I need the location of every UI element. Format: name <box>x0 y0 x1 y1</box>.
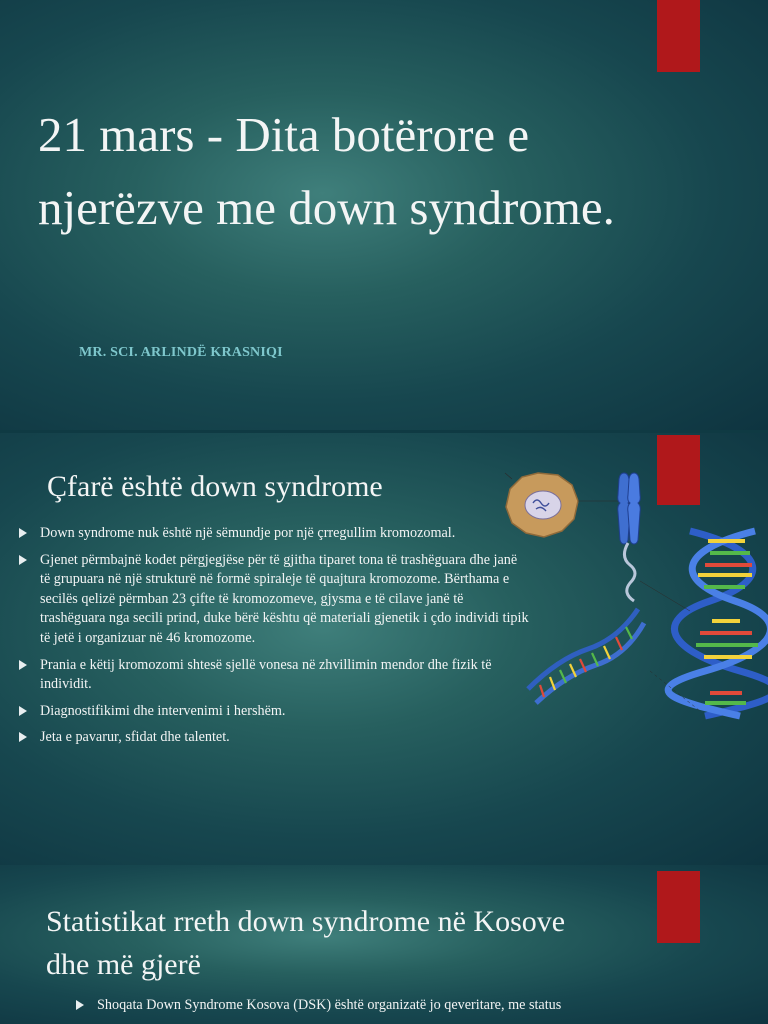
bullet-text: Diagnostifikimi dhe intervenimi i hershëm. <box>40 702 286 719</box>
bullet-text: Prania e këtij kromozomi shtesë sjellë vonesa në zhvillimin mendor dhe fizik të individit. <box>40 656 492 693</box>
title-slide <box>0 0 768 430</box>
bullet-arrow-icon <box>19 660 27 670</box>
double-helix-icon <box>668 531 768 716</box>
list-item <box>76 996 656 1016</box>
bullet-text: Shoqata Down Syndrome Kosova (DSK) është organizatë jo qeveritare, me status <box>97 997 562 1013</box>
bullet-list <box>19 524 529 755</box>
cell-icon <box>506 473 578 537</box>
bullet-arrow-icon <box>19 706 27 716</box>
bullet-arrow-icon <box>76 1000 84 1010</box>
bullet-arrow-icon <box>19 732 27 742</box>
dna-strand-icon <box>528 609 644 703</box>
author-subtitle: MR. SCI. ARLINDË KRASNIQI <box>79 345 283 360</box>
bullet-arrow-icon <box>19 555 27 565</box>
list-item <box>19 702 529 722</box>
slide-title: Statistikat rreth down syndrome në Kosove dhe më gjerë <box>46 905 566 981</box>
accent-bar <box>657 0 700 72</box>
list-item <box>19 551 529 649</box>
chromosome-icon <box>618 473 641 601</box>
content-slide <box>0 433 768 865</box>
statistics-slide <box>0 865 768 1024</box>
bullet-arrow-icon <box>19 528 27 538</box>
list-item <box>19 656 529 695</box>
slide-title: Çfarë është down syndrome <box>47 470 383 503</box>
bullet-text: Jeta e pavarur, sfidat dhe talentet. <box>40 729 230 746</box>
slide-title: 21 mars - Dita botërore e njerëzve me down syndrome. <box>38 107 615 235</box>
list-item <box>19 524 529 544</box>
bullet-text: Gjenet përmbajnë kodet përgjegjëse për të gjitha tiparet tona të trashëguara dhe janë të grupuara në një strukturë në formë spiraleje të quajtura kromozome. Bërthama e secilës qelizë përmban 23 çifte të kromozomeve, gjysma e të cilave janë të trashëguara nga secili prind, duke bërë kështu që materiali gjenetik i çdo individi tipik të jetë i organizuar në 46 kromozome. <box>40 551 529 646</box>
list-item <box>19 728 529 748</box>
accent-bar <box>657 871 700 943</box>
bullet-text: Down syndrome nuk është një sëmundje por një çrregullim kromozomal. <box>40 525 456 541</box>
cell-chromosome-dna-diagram-icon <box>500 471 768 721</box>
bullet-list <box>76 996 656 1016</box>
